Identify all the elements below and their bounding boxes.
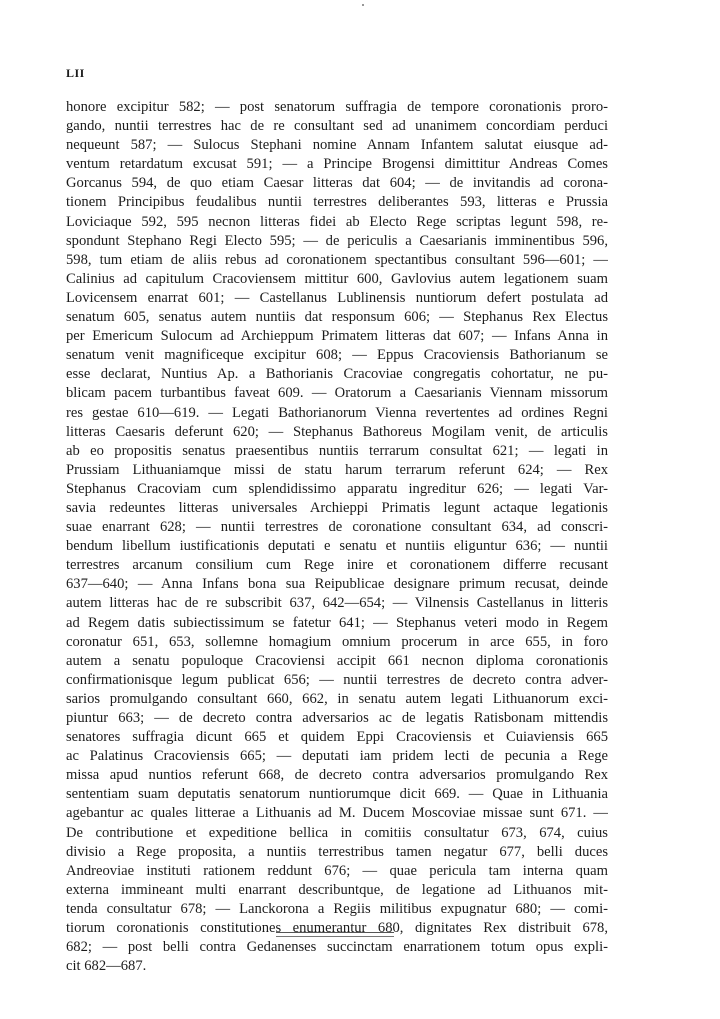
text-line: terrestres arcanum consilium cum Rege inire et coronationem differre recusant	[66, 557, 608, 574]
text-line: tionem Principibus feudalibus nuntii terrestres deliberantes 593, litteras e Prussia	[66, 194, 608, 211]
text-line: gando, nuntii terrestres hac de re consultant sed ad unanimem concordiam perduci	[66, 118, 608, 135]
text-line: sarios promulgando consultant 660, 662, in senatu autem legati Lithuanorum exci-	[66, 690, 608, 707]
text-line: tiorum coronationis constitutiones enumerantur 680, dignitates Rex distribuit 678,	[66, 920, 608, 937]
text-line: 682; — post belli contra Gedanenses succinctam enarrationem totum opus expli-	[66, 939, 608, 956]
text-line: litteras Caesaris deferunt 620; — Stephanus Bathoreus Mogilam venit, de articulis	[66, 423, 608, 440]
text-line: ab eo propositis senatus praesentibus nuntiis terrarum consultat 621; — legati in	[66, 442, 608, 459]
text-line: externa immineant multi enarrant describuntque, de legatione ad Lithuanos mit-	[66, 881, 608, 898]
text-line: divisio a Rege proposita, a nuntiis terrestribus tamen negatur 677, belli duces	[66, 843, 608, 860]
text-line: bendum libellum iustificationis deputati e senatu et nuntiis eliguntur 636; — nuntii	[66, 538, 608, 555]
text-line: nequeunt 587; — Sulocus Stephani nomine Annam Infantem salutat eiusque ad-	[66, 137, 608, 154]
text-line: ventum retardatum excusat 591; — a Principe Brogensi dimittitur Andreas Comes	[66, 156, 608, 173]
text-line: coronatur 651, 653, sollemne homagium omnium procerum in arce 655, in foro	[66, 633, 608, 650]
text-line: confirmationisque legum publicat 656; — nuntii terrestres de decreto contra adver-	[66, 671, 608, 688]
text-line: suae enarrant 628; — nuntii terrestres de coronatione consultant 634, ad conscri-	[66, 519, 608, 536]
summary-text	[66, 98, 608, 976]
text-line: piuntur 663; — de decreto contra adversarios ac de legatis Ratisbonam mittendis	[66, 710, 608, 726]
text-line: Loviciaque 592, 595 necnon litteras fidei ab Electo Rege scriptas legunt 598, re-	[66, 213, 608, 230]
text-line: missa apud nuntios referunt 668, de decreto contra adversarios promulgando Rex	[66, 767, 608, 784]
text-line: autem a senatu populoque Cracoviensi accipit 661 necnon diploma coronationis	[66, 652, 608, 669]
page-number: LII	[66, 66, 85, 80]
text-line: agebantur ac quales litterae a Lithuanis ad M. Ducem Moscoviae missae sunt 671. —	[66, 805, 608, 822]
text-line: senatum 605, senatus autem nuntiis dat responsum 606; — Stephanus Rex Electus	[66, 309, 608, 326]
text-line: per Emericum Sulocum ad Archieppum Primatem litteras dat 607; — Infans Anna in	[66, 328, 608, 345]
text-line: spondunt Stephano Regi Electo 595; — de periculis a Caesarianis imminentibus 596,	[66, 232, 608, 249]
text-line: 637—640; — Anna Infans bona sua Reipublicae designare primum recusat, deinde	[66, 576, 608, 593]
text-line: senatores suffragia dicunt 665 et quidem Eppi Cracoviensis et Cuiaviensis 665	[66, 729, 608, 746]
text-line: Lovicensem enarrat 601; — Castellanus Lublinensis nuntiorum defert postulata ad	[66, 289, 608, 306]
text-line: 598, tum etiam de aliis rebus ad coronationem spectantibus consultant 596—601; —	[66, 251, 608, 268]
text-line: ac Palatinus Cracoviensis 665; — deputati iam pridem lecti de pecunia a Rege	[66, 748, 608, 765]
text-line: De contributione et expeditione bellica in comitiis consultatur 673, 674, cuius	[66, 824, 608, 841]
text-line: Gorcanus 594, de quo etiam Caesar litteras dat 604; — de invitandis ad corona-	[66, 175, 608, 192]
text-line: Prussiam Lithuaniamque missi de statu harum terrarum referunt 624; — Rex	[66, 461, 608, 478]
text-line: cit 682—687.	[66, 958, 147, 975]
text-line: blicam pacem turbantibus faveat 609. — Oratorum a Caesarianis Viennam missorum	[66, 385, 608, 402]
text-line: Andreoviae instituti rationem reddunt 676; — quae pericula tam interna quam	[66, 862, 608, 879]
text-line: esse declarat, Nuntius Ap. a Bathorianis Cracoviae congregatis cohortatur, ne pu-	[66, 366, 608, 383]
text-line: autem litteras hac de re subscribit 637, 642—654; — Vilnensis Castellanus in litteris	[66, 595, 608, 612]
scan-speck	[362, 4, 364, 6]
text-line: sententiam suam deputatis senatorum nuntiorumque dicit 669. — Quae in Lithuania	[66, 786, 608, 803]
text-line: Calinius ad capitulum Cracoviensem mittitur 600, Gavlovius autem legationem suam	[66, 270, 608, 287]
end-rule	[276, 932, 394, 937]
text-line: Stephanus Cracoviam cum splendidissimo apparatu ingreditur 626; — legati Var-	[66, 480, 608, 497]
text-line: senatum venit magnificeque excipitur 608; — Eppus Cracoviensis Bathorianum se	[66, 347, 608, 364]
text-line: ad Regem datis subiectissimum se fatetur 641; — Stephanus veteri modo in Regem	[66, 614, 608, 631]
text-line: savia redeuntes litteras universales Archieppi Primatis legunt actaque legationis	[66, 499, 608, 516]
text-line: tenda consultatur 678; — Lanckorona a Regiis militibus expugnatur 680; — comi-	[66, 900, 608, 917]
text-line: res gestae 610—619. — Legati Bathorianorum Vienna revertentes ad ordines Regni	[66, 404, 608, 421]
text-line: honore excipitur 582; — post senatorum suffragia de tempore coronationis proro-	[66, 99, 608, 115]
